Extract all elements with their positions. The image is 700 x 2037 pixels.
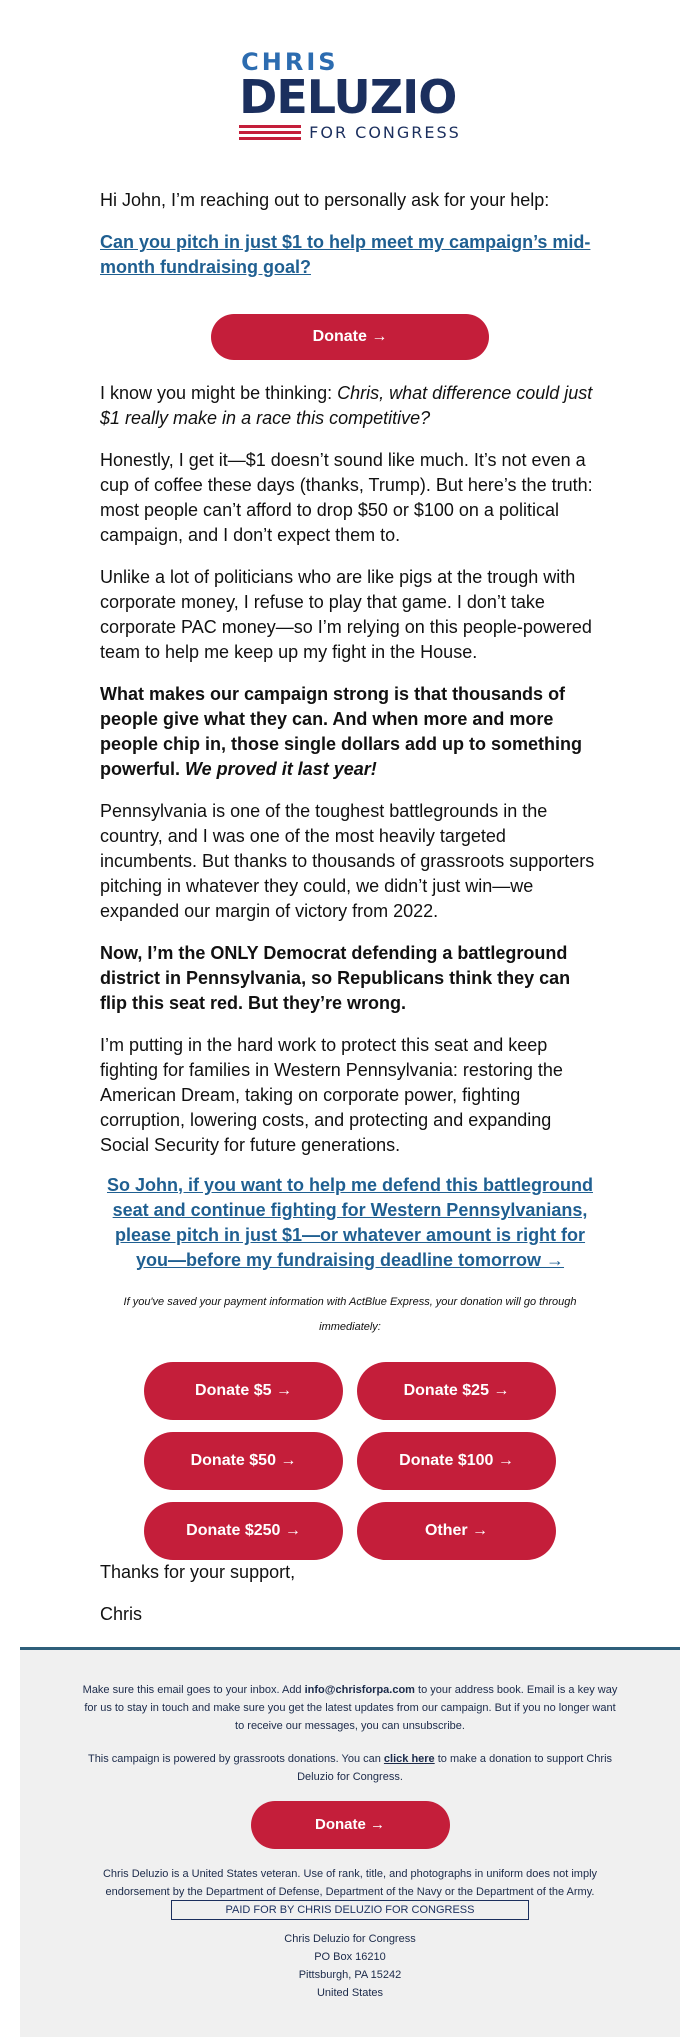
donate-100-button[interactable]: Donate $100 →	[357, 1432, 556, 1490]
mailing-address	[20, 1930, 680, 2002]
signature: Chris	[100, 1604, 143, 1624]
paragraph-1-italic: Chris, what difference could just $1 really make in a race this competitive?	[100, 383, 593, 428]
paragraph-5: Pennsylvania is one of the toughest battlegrounds in the country, and I was one of the most heavily targeted incumbents. But thanks to thousands of grassroots supporters pitching in whatever they could, we didn’t just win—we expanded our margin of victory from 2022.	[100, 801, 595, 921]
donate-button[interactable]: Donate →	[211, 314, 489, 360]
email-footer	[20, 1647, 680, 2037]
address-line: United States	[316, 1987, 384, 1999]
paragraph-6: Now, I’m the ONLY Democrat defending a battleground district in Pennsylvania, so Republicans think they can flip this seat red. But they’re wrong.	[100, 943, 571, 1013]
paragraph-7: I’m putting in the hard work to protect this seat and keep fighting for families in Western Pennsylvania: restoring the American Dream, taking on corporate power, fighting corruption, lowering costs, and protecting and expanding Social Security for future generations.	[100, 1035, 563, 1155]
actblue-express-note: If you've saved your payment information with ActBlue Express, your donation will go through immediately:	[123, 1296, 577, 1333]
logo-stripes-icon	[239, 122, 301, 143]
click-here-link[interactable]: click here	[383, 1753, 435, 1765]
donate-25-button[interactable]: Donate $25 →	[357, 1362, 556, 1420]
grassroots-notice-text-end: to make a donation to support Chris Deluzio for Congress.	[297, 1753, 613, 1783]
address-line: PO Box 16210	[314, 1951, 386, 1963]
inbox-notice	[20, 1681, 680, 1735]
paragraph-1	[100, 381, 600, 431]
contact-email: info@chrisforpa.com	[304, 1684, 415, 1696]
veteran-disclaimer: Chris Deluzio is a United States veteran. Use of rank, title, and photographs in uniform does not imply endorsement by the Department of Defense, Department of the Navy or the Department of the Army.	[102, 1868, 598, 1898]
paragraph-2: Honestly, I get it—$1 doesn’t sound like much. It’s not even a cup of coffee these days (thanks, Trump). But here’s the truth: most people can’t afford to drop $50 or $100 on a political campaign, and I don’t expect them to.	[100, 450, 593, 545]
greeting: Hi John, I’m reaching out to personally ask for your help:	[100, 190, 550, 210]
paragraph-4-bold-italic: We proved it last year!	[185, 759, 377, 779]
paragraph-1-text: I know you might be thinking:	[100, 383, 338, 403]
ask-link[interactable]: Can you pitch in just $1 to help meet my campaign’s mid-month fundraising goal?	[100, 232, 591, 277]
footer-donate-button[interactable]: Donate →	[251, 1801, 450, 1849]
logo-tagline: FOR CONGRESS	[309, 123, 461, 142]
donate-50-button[interactable]: Donate $50 →	[144, 1432, 343, 1490]
paragraph-3: Unlike a lot of politicians who are like pigs at the trough with corporate money, I refuse to play that game. I don’t take corporate PAC money—so I’m relying on this people-powered team to help me keep up my fight in the House.	[100, 567, 592, 662]
email-container	[50, 0, 650, 1627]
campaign-logo	[50, 0, 650, 160]
inbox-notice-text-end: to your address book. Email is a key way for us to stay in touch and make sure you get the latest updates from our campaign. But if you no longer want to receive our messages, you can unsubscribe.	[84, 1684, 618, 1732]
paid-for-disclaimer: PAID FOR BY CHRIS DELUZIO FOR CONGRESS	[171, 1900, 530, 1920]
thanks-line: Thanks for your support,	[100, 1562, 296, 1582]
inbox-notice-text: Make sure this email goes to your inbox. Add	[82, 1684, 305, 1696]
donation-amount-grid	[144, 1362, 556, 1560]
cta-link[interactable]: So John, if you want to help me defend this battleground seat and continue fighting for Western Pennsylvanians, please pitch in just $1—or whatever amount is right for you—before my fundraising deadline tomorrow →	[107, 1175, 593, 1270]
email-body	[50, 160, 650, 1627]
logo-first-name: CHRIS	[241, 48, 339, 76]
address-line: Pittsburgh, PA 15242	[298, 1969, 402, 1981]
logo-last-name: DELUZIO	[239, 70, 457, 124]
grassroots-notice-text: This campaign is powered by grassroots donations. You can	[87, 1753, 384, 1765]
donate-250-button[interactable]: Donate $250 →	[144, 1502, 343, 1560]
donate-5-button[interactable]: Donate $5 →	[144, 1362, 343, 1420]
address-line: Chris Deluzio for Congress	[284, 1933, 416, 1945]
donate-other-button[interactable]: Other →	[357, 1502, 556, 1560]
paragraph-4	[100, 682, 600, 782]
grassroots-notice	[20, 1750, 680, 1786]
paragraph-4-bold: What makes our campaign strong is that thousands of people give what they can. And when more and more people chip in, those single dollars add up to something powerful.	[100, 684, 583, 779]
